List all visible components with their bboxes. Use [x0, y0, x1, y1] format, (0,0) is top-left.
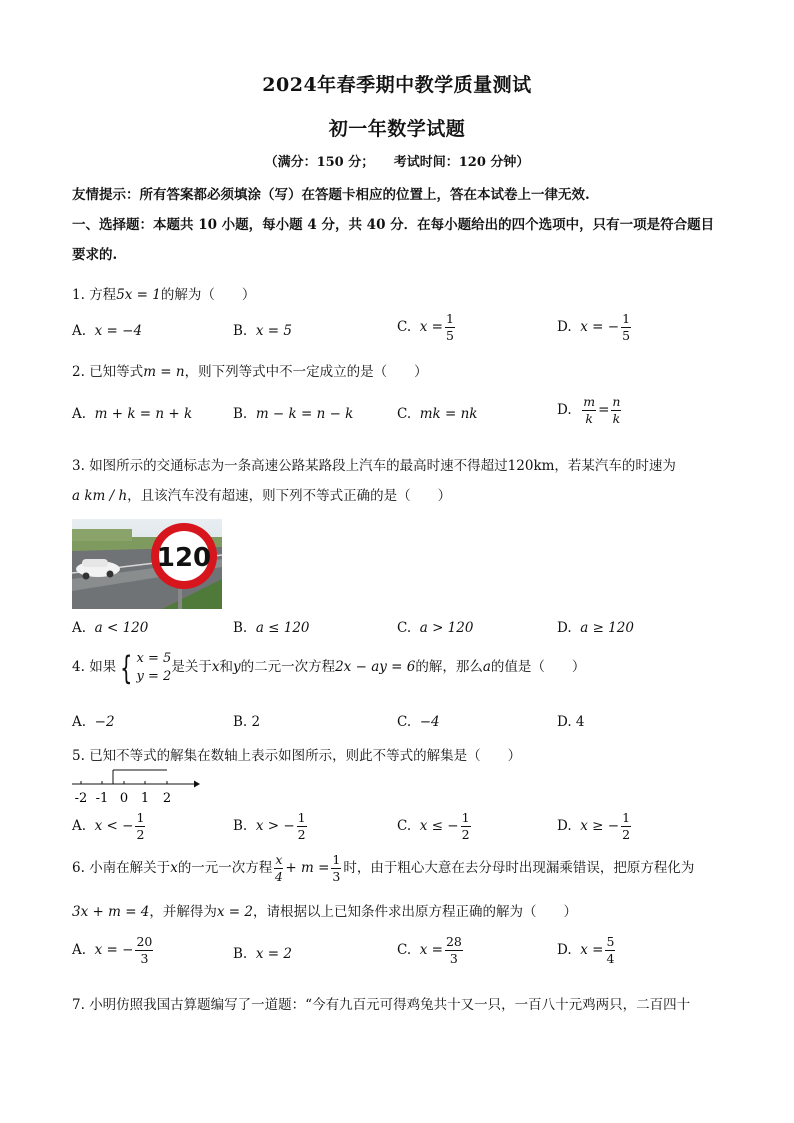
question-4: 4. 如果 { x = 5 y = 2是关于x和y的二元一次方程2x − ay = 6的解，那么a的值是（ ） — [72, 648, 586, 687]
q2-option-a[interactable]: A. m + k = n + k — [72, 406, 193, 422]
q4-option-c[interactable]: C. −4 — [397, 714, 440, 730]
q2-option-c[interactable]: C. mk = nk — [397, 406, 478, 422]
q1-option-c[interactable]: C. x = $\frac{1}{5}$ — [397, 311, 454, 343]
question-5: 5. 已知不等式的解集在数轴上表示如图所示，则此不等式的解集是（ ） — [72, 748, 522, 764]
exam-title: 2024年春季期中教学质量测试 — [262, 74, 532, 96]
q5-option-c[interactable]: C. x ≤ − $\frac{1}{2}$ — [397, 810, 470, 842]
question-7: 7. 小明仿照我国古算题编写了一道题：“今有九百元可得鸡兔共十又一只，一百八十元鸡两只，二百四十 — [72, 997, 691, 1013]
exam-subtitle: 初一年数学试题 — [328, 118, 466, 140]
sign-number: 120 — [156, 543, 212, 573]
question-2: 2. 已知等式m = n，则下列等式中不一定成立的是（ ） — [72, 364, 428, 380]
axis-label: -2 — [74, 791, 88, 806]
q1-option-b[interactable]: B. x = 5 — [233, 323, 292, 339]
axis-label: 1 — [140, 791, 150, 806]
question-1: 1. 方程5x = 1的解为（ ） — [72, 287, 256, 303]
friendly-hint: 友情提示：所有答案都必须填涂（写）在答题卡相应的位置上，答在本试卷上一律无效. — [72, 187, 590, 203]
q4-option-b[interactable]: B. 2 — [233, 714, 261, 730]
question-3: 3. 如图所示的交通标志为一条高速公路某路段上汽车的最高时速不得超过120km，若某汽车的时速为 — [72, 458, 676, 474]
number-line — [72, 768, 202, 812]
q2-option-b[interactable]: B. m − k = n − k — [233, 406, 354, 422]
section-heading-cont: 要求的. — [72, 247, 118, 263]
q4-option-a[interactable]: A. −2 — [72, 714, 115, 730]
exam-info: （满分：150 分； 考试时间：120 分钟） — [264, 155, 530, 170]
q6-option-b[interactable]: B. x = 2 — [233, 946, 292, 962]
q2-option-d[interactable]: D. $\frac{m}{k}$ = $\frac{n}{k}$ — [557, 394, 621, 426]
question-3-cont: a km / h，且该汽车没有超速，则下列不等式正确的是（ ） — [72, 488, 452, 504]
axis-label: 0 — [119, 791, 129, 806]
q4-option-d[interactable]: D. 4 — [557, 714, 585, 730]
axis-label: -1 — [95, 791, 109, 806]
axis-label: 2 — [162, 791, 172, 806]
q3-option-c[interactable]: C. a > 120 — [397, 620, 474, 636]
q5-option-a[interactable]: A. x < − $\frac{1}{2}$ — [72, 810, 145, 842]
q5-option-d[interactable]: D. x ≥ − $\frac{1}{2}$ — [557, 810, 631, 842]
q3-option-a[interactable]: A. a < 120 — [72, 620, 149, 636]
question-6: 6. 小南在解关于x的一元一次方程 $\frac{x}{4}$ + m = $\frac{1}{3}$ 时，由于粗心大意在去分母时出现漏乘错误，把原方程化为 — [72, 852, 695, 884]
q5-option-b[interactable]: B. x > − $\frac{1}{2}$ — [233, 810, 306, 842]
q3-option-d[interactable]: D. a ≥ 120 — [557, 620, 634, 636]
speed-limit-sign — [151, 523, 217, 589]
speed-limit-sign-image — [72, 519, 222, 609]
q6-option-d[interactable]: D. x = $\frac{5}{4}$ — [557, 934, 615, 966]
q6-option-c[interactable]: C. x = $\frac{28}{3}$ — [397, 934, 462, 966]
q6-option-a[interactable]: A. x = − $\frac{20}{3}$ — [72, 934, 153, 966]
q1-option-a[interactable]: A. x = −4 — [72, 323, 143, 339]
q3-option-b[interactable]: B. a ≤ 120 — [233, 620, 310, 636]
section-heading: 一、选择题：本题共 10 小题，每小题 4 分，共 40 分．在每小题给出的四个选项中，只有一项是符合题目 — [72, 217, 715, 233]
question-6-cont: 3x + m = 4，并解得为x = 2，请根据以上已知条件求出原方程正确的解为（ ） — [72, 904, 577, 920]
speed-limit-photo — [72, 519, 222, 609]
q1-option-d[interactable]: D. x = − $\frac{1}{5}$ — [557, 311, 631, 343]
